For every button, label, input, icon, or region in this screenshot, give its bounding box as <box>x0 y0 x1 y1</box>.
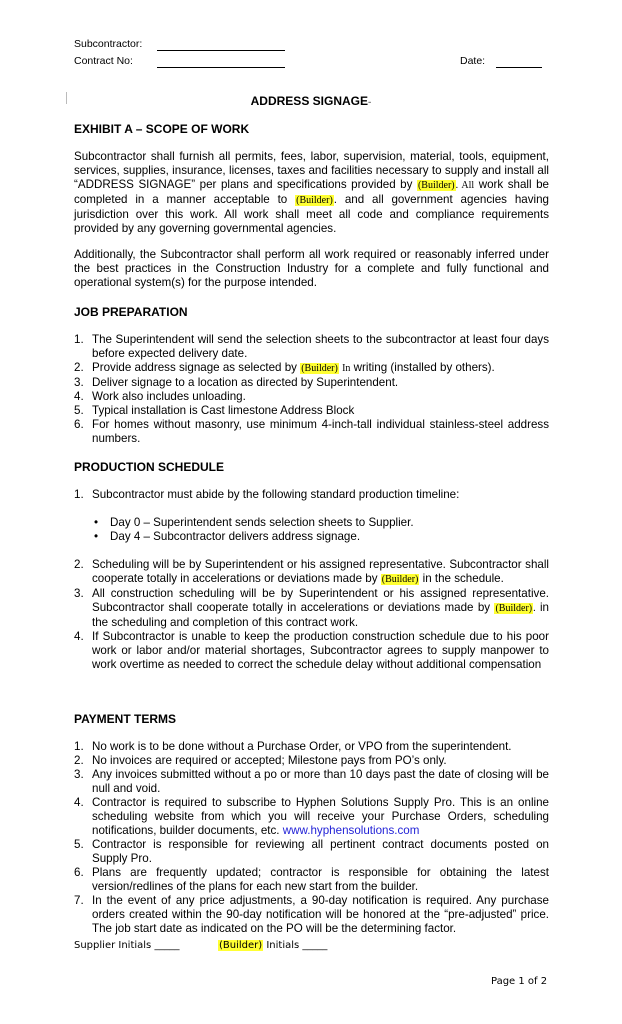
scope-text: . All <box>455 180 475 191</box>
production-list-2 <box>74 558 549 672</box>
item-text: The Superintendent will send the selection sheets to the subcontractor at least four days before expected delivery date. <box>92 333 549 360</box>
item-text: . <box>533 603 536 614</box>
page-number: Page 1 of 2 <box>491 976 548 987</box>
list-item <box>74 768 549 796</box>
item-text: Scheduling will be by Superintendent or his assigned representative. Subcontractor shall cooperate totally in accelerations or deviations made by <box>92 558 549 585</box>
builder-highlight: (Builder) <box>301 363 338 374</box>
subcontractor-label: Subcontractor: <box>74 38 143 50</box>
item-text: Deliver signage to a location as directed by Superintendent. <box>92 376 399 389</box>
exhibit-heading: EXHIBIT A – SCOPE OF WORK <box>74 122 250 136</box>
job-prep-list <box>74 333 549 446</box>
item-number: 3. <box>74 768 84 781</box>
item-number: 2. <box>74 558 84 571</box>
list-item <box>92 516 532 530</box>
list-item <box>74 796 549 838</box>
item-number: 5. <box>74 404 84 417</box>
list-item <box>74 630 549 672</box>
item-text: No invoices are required or accepted; Milestone pays from PO’s only. <box>92 754 447 767</box>
item-text: In the event of any price adjustments, a 90-day notification is required. Any purchase orders created within the 90-day notification will be honored at the “pre-adjusted” price. The job start date as indicated on the PO will be the determining factor. <box>92 894 549 935</box>
item-text: For homes without masonry, use minimum 4-inch-tall individual stainless-steel address numbers. <box>92 418 549 445</box>
item-number: 6. <box>74 866 84 879</box>
list-item <box>74 488 549 502</box>
item-number: 3. <box>74 587 84 600</box>
bullet: • <box>94 530 99 543</box>
list-item <box>74 894 549 936</box>
item-text: All construction scheduling will be by Superintendent or his assigned representative. Subcontractor shall cooperate totally in accelerations or deviations made by <box>92 587 549 614</box>
item-text: Work also includes unloading. <box>92 390 246 403</box>
date-field[interactable] <box>496 67 542 68</box>
item-text: Day 0 – Superintendent sends selection sheets to Supplier. <box>110 516 414 529</box>
scope-text: Subcontractor shall furnish all permits, fees, labor, supervision, material, tools, equipment, services, supplies, insurance, licenses, taxes and facilities necessary to supply and install all “ADDRESS SIGNAGE” per plans and specifications provided by <box>74 150 549 191</box>
item-text: in the schedule. <box>422 572 504 585</box>
builder-highlight: (Builder) <box>381 574 419 585</box>
scope-paragraph-1 <box>74 150 549 236</box>
item-text: Subcontractor must abide by the following standard production timeline: <box>92 488 460 501</box>
date-label: Date: <box>460 55 486 67</box>
builder-highlight: (Builder) <box>219 940 263 951</box>
list-item <box>74 866 549 894</box>
item-number: 6. <box>74 418 84 431</box>
contract-field[interactable] <box>157 67 285 68</box>
item-text: Any invoices submitted without a po or more than 10 days past the date of closing will be null and void. <box>92 768 549 795</box>
list-item <box>74 418 549 446</box>
list-item <box>74 754 549 768</box>
scope-paragraph-2: Additionally, the Subcontractor shall perform all work required or reasonably inferred under the best practices in the Construction Industry for a complete and fully functional and operational system(s) for the purpose intended. <box>74 248 549 289</box>
subcontractor-field[interactable] <box>157 50 285 51</box>
item-number: 2. <box>74 754 84 767</box>
list-item <box>74 376 549 390</box>
item-number: 2. <box>74 361 84 374</box>
list-item <box>74 390 549 404</box>
production-heading: PRODUCTION SCHEDULE <box>74 460 225 474</box>
payment-list <box>74 740 549 936</box>
bullet: • <box>94 516 99 529</box>
doc-title: ADDRESS SIGNAGE <box>250 94 368 108</box>
production-list-1 <box>74 488 549 502</box>
item-text: writing (installed by others). <box>353 361 495 374</box>
list-item <box>74 587 549 630</box>
builder-highlight: (Builder) <box>417 180 455 191</box>
item-number: 4. <box>74 390 84 403</box>
job-prep-heading: JOB PREPARATION <box>74 305 188 319</box>
item-number: 4. <box>74 796 84 809</box>
item-number: 1. <box>74 740 84 753</box>
item-number: 1. <box>74 488 84 501</box>
item-text: in the scheduling and completion of this contract work. <box>92 601 549 629</box>
item-text: If Subcontractor is unable to keep the production construction schedule due to his poor work or labor and/or material shortages, Subcontractor agrees to supply manpower to work overtime as needed to correct the schedule delay without additional compensation <box>92 630 549 671</box>
item-text: Provide address signage as selected by <box>92 361 297 374</box>
builder-initials <box>218 940 327 951</box>
item-text: Typical installation is Cast limestone Address Block <box>92 404 355 417</box>
item-number: 3. <box>74 376 84 389</box>
scope-text: work shall be completed in a manner acceptable to <box>74 178 549 206</box>
list-item <box>74 558 549 587</box>
item-number: 5. <box>74 838 84 851</box>
list-item <box>74 838 549 866</box>
item-text: Plans are frequently updated; contractor is responsible for obtaining the latest version/redlines of the plans for each new start from the builder. <box>92 866 549 893</box>
item-text: No work is to be done without a Purchase Order, or VPO from the superintendent. <box>92 740 512 753</box>
builder-highlight: (Builder) <box>495 603 533 614</box>
builder-highlight: (Builder) <box>296 195 333 206</box>
supplier-initials: Supplier Initials _____ <box>74 940 180 951</box>
list-item <box>74 361 549 376</box>
item-text: In <box>342 363 351 374</box>
item-number: 4. <box>74 630 84 643</box>
scope-text: . and all government agencies having jurisdiction over this work. All work shall meet all code and compliance requirements provided by any governing governmental agencies. <box>74 193 549 235</box>
list-item <box>92 530 532 544</box>
builder-initials-text: Initials _____ <box>266 940 328 951</box>
item-number: 7. <box>74 894 84 907</box>
page-title <box>0 94 622 108</box>
item-text: Contractor is responsible for reviewing all pertinent contract documents posted on Supply Pro. <box>92 838 549 865</box>
list-item <box>74 404 549 418</box>
hyphen-solutions-link[interactable]: www.hyphensolutions.com <box>282 824 420 837</box>
contract-label: Contract No: <box>74 55 133 67</box>
item-text: Contractor is required to subscribe to Hyphen Solutions Supply Pro. This is an online scheduling website from which you will receive your Purchase Orders, scheduling notifications, builder documents, etc. <box>92 796 549 837</box>
payment-heading: PAYMENT TERMS <box>74 712 177 726</box>
list-item <box>74 740 549 754</box>
title-dash: - <box>368 97 372 108</box>
list-item <box>74 333 549 361</box>
item-text: Day 4 – Subcontractor delivers address signage. <box>110 530 361 543</box>
item-number: 1. <box>74 333 84 346</box>
timeline-bullets <box>92 516 532 544</box>
